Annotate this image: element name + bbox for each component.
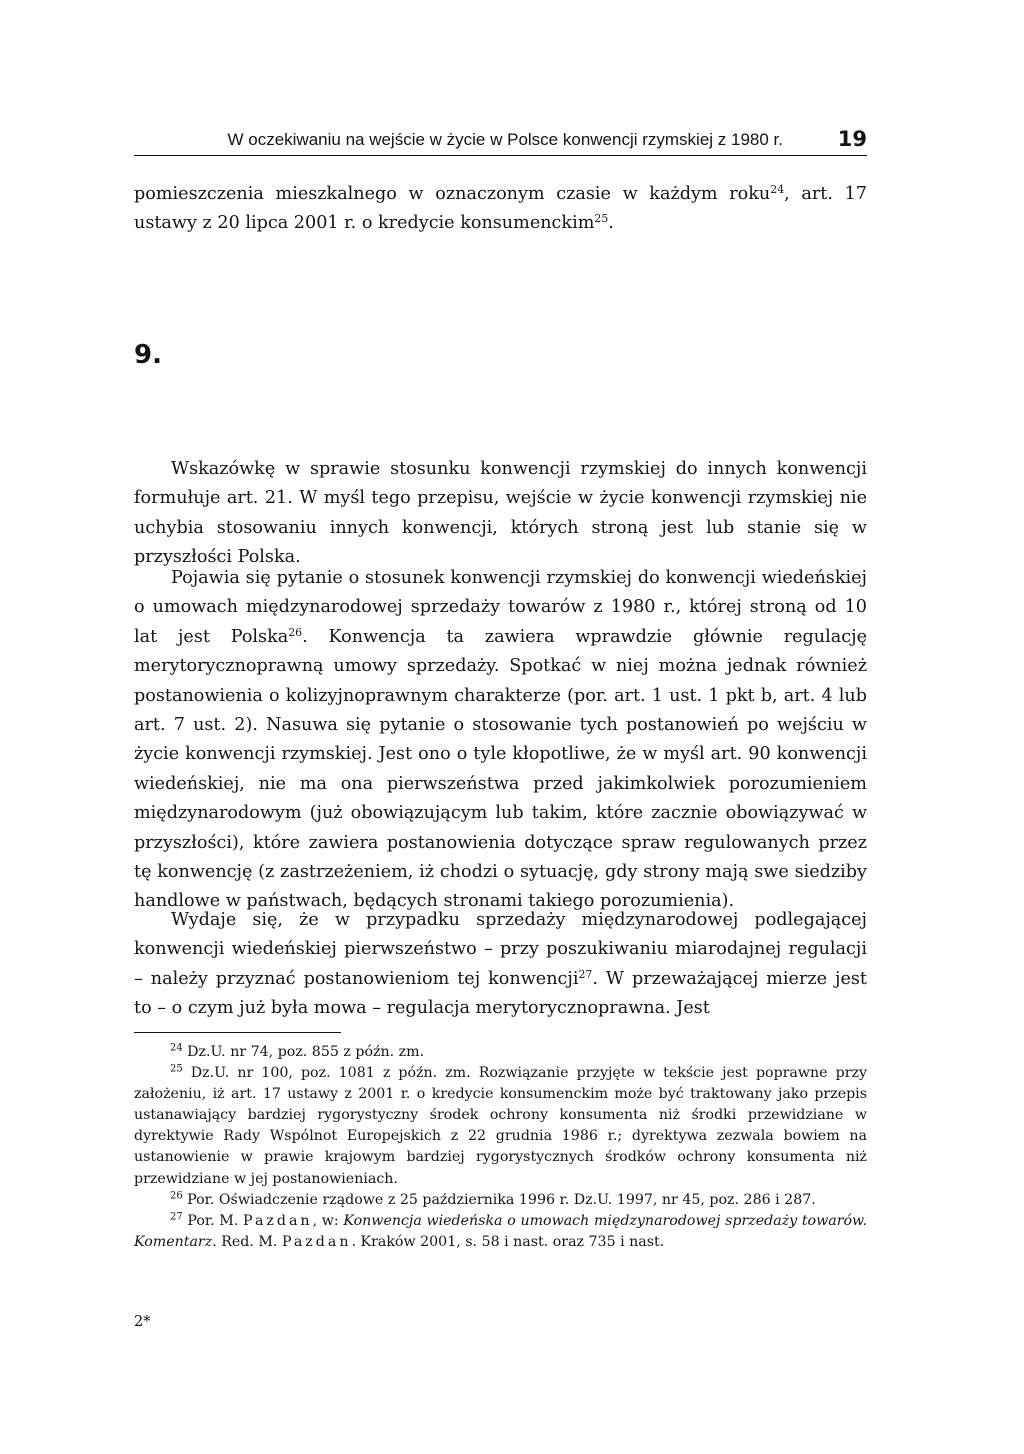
running-title: W oczekiwaniu na wejście w życie w Polsce konwencji rzymskiej z 1980 r.: [227, 130, 783, 149]
text-run: . Konwencja ta zawiera wprawdzie głównie regulację merytorycznoprawną umowy sprzedaży. Spotkać w niej można jednak również postanowienia o kolizyjnoprawnym charakterze (por. art. 1 ust. 1 pkt b, art. 4 lub art. 7 ust. 2). Nasuwa się pytanie o stosowanie tych postanowień po wejściu w życie konwencji rzymskiej. Jest ono o tyle kłopotliwe, że w myśl art. 90 konwencji wiedeńskiej, nie ma ona pierwszeństwa przed jakimkolwiek porozumieniem międzynarodowym (już obowiązującym lub takim, które zacznie obowiązywać w przyszłości), które zawiera postanowienia dotyczące spraw regulowanych przez tę konwencję (z zastrzeżeniem, iż chodzi o sytuację, gdy strony mają swe siedziby handlowe w państwach, będących stronami takiego porozumienia).: [134, 626, 867, 912]
page-number: 19: [837, 127, 867, 151]
paragraph-konwencja-wiedenska: [134, 564, 867, 917]
footnote-number: 24: [170, 1042, 183, 1054]
footnote-ref-24: 24: [770, 183, 785, 196]
text-run: .: [608, 213, 614, 234]
text-run: . Kraków 2001, s. 58 i nast. oraz 735 i nast.: [351, 1233, 665, 1250]
continued-paragraph: [134, 180, 867, 239]
footnotes: [134, 1042, 867, 1253]
paragraph-pierwszenstwo: [134, 906, 867, 1024]
footnote-ref-27: 27: [578, 967, 593, 981]
footnote-ref-26: 26: [288, 625, 303, 639]
footnote-text: Dz.U. nr 100, poz. 1081 z późn. zm. Rozwiązanie przyjęte w tekście jest poprawne przy założeniu, iż art. 17 ustawy z 2001 r. o kredycie konsumenckim może być traktowany jako przepis ustanawiający bardziej rygorystyczny środek ochrony konsumenta niż środki przewidziane w dyrektywie Rady Wspólnot Europejskich z 22 grudnia 1986 r.; dyrektywa zezwala bowiem na ustanowienie w prawie krajowym bardziej rygorystycznych środków ochrony konsumenta niż przewidziane w jej postanowieniach.: [134, 1065, 867, 1187]
text-run: pomieszczenia mieszkalnego w oznaczonym czasie w każdym roku: [134, 184, 771, 204]
author-name: Pazdan: [281, 1233, 352, 1250]
footnote-text: Por. Oświadczenie rządowe z 25 października 1996 r. Dz.U. 1997, nr 45, poz. 286 i 287.: [187, 1191, 816, 1208]
running-header: [134, 127, 867, 158]
text-run: Por. M.: [187, 1212, 244, 1229]
paragraph-konwencje: Wskazówkę w sprawie stosunku konwencji rzymskiej do innych konwencji formułuje art. 21. W myśl tego przepisu, wejście w życie konwencji rzymskiej nie uchybia stosowaniu innych konwencji, których stroną jest lub stanie się w przyszłości Polska.: [134, 459, 867, 568]
footnote-separator: [134, 1032, 341, 1033]
signature-mark: 2*: [134, 1314, 151, 1330]
footnote-ref-25: 25: [594, 212, 609, 226]
footnote-27: [134, 1211, 867, 1253]
text-run: , w:: [312, 1212, 344, 1229]
footnote-25: [134, 1063, 867, 1190]
header-rule: [134, 155, 867, 156]
footnote-text: Dz.U. nr 74, poz. 855 z późn. zm.: [187, 1044, 425, 1060]
footnote-number: 27: [170, 1211, 183, 1223]
footnote-24: [134, 1042, 867, 1063]
author-name: Pazdan: [243, 1212, 313, 1229]
text-run: Pojawia się pytanie o stosunek konwencji rzymskiej do konwencji wiedeńskiej o umowach międzynarodowej sprzedaży towarów z 1980 r., której stroną od 10 lat jest Polska: [134, 568, 867, 647]
text-run: Red. M.: [216, 1233, 282, 1250]
footnote-26: [134, 1190, 867, 1211]
work-title: Konwencja wiedeńska o umowach międzynarodowej sprzedaży towarów. Komentarz.: [134, 1212, 867, 1250]
footnote-number: 26: [170, 1190, 183, 1202]
section-number: 9.: [134, 340, 162, 370]
footnote-number: 25: [170, 1063, 183, 1075]
text-run: Wydaje się, że w przypadku sprzedaży międzynarodowej podlegającej konwencji wiedeńskiej pierwszeństwo – przy poszukiwaniu miarodajnej regulacji – należy przyznać postanowieniom tej konwencji: [134, 910, 867, 989]
text-run: . W przeważającej mierze jest to – o czym już była mowa – regulacja merytorycznoprawna. Jest: [134, 968, 867, 1019]
text-run: , art. 17 ustawy z 20 lipca 2001 r. o kredycie konsumenckim: [134, 184, 867, 234]
